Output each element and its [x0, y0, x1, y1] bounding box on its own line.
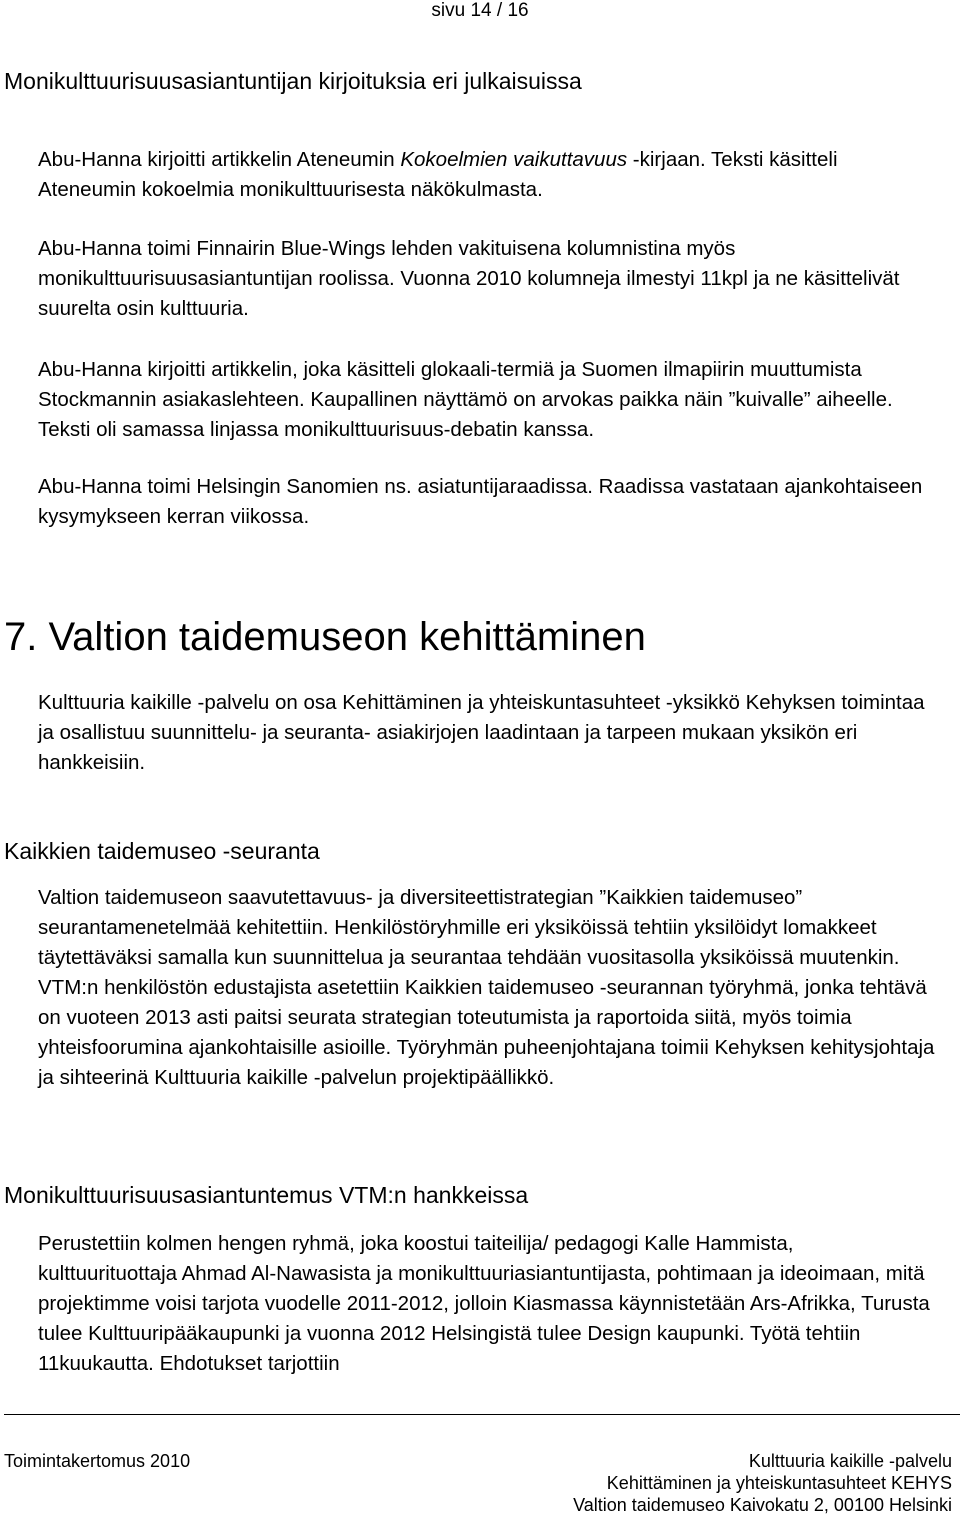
paragraph-seuranta: Valtion taidemuseon saavutettavuus- ja diversiteettistrategian ”Kaikkien taidemuseo” seurantamenetelmää kehitettiin. Henkilöstöryhmille eri yksiköissä tehtiin yksilöidyt lomakkeet täytettäväksi samalla kun suunnittelua ja seurantaa tehdään vuositasolla yksiköissä muutenkin. VTM:n henkilöstön edustajista asetettiin Kaikkien taidemuseo -seurannan työryhmä, jonka tehtävä on vuoteen 2013 asti paitsi seurata strategian toteutumista ja raportoida siitä, myös toimia yhteisfoorumina ajankohtaisille asioille. Työryhmän puheenjohtajana toimii Kehyksen kehitysjohtaja ja sihteerinä Kulttuuria kaikille -palvelun projektipäällikkö. — [38, 886, 935, 1089]
paragraph-ateneum-article — [38, 145, 938, 205]
paragraph-ateneum-text-1: Abu-Hanna kirjoitti artikkelin Ateneumin — [38, 148, 401, 171]
footer-divider — [4, 1414, 960, 1415]
section-title-publications: Monikulttuurisuusasiantuntijan kirjoituksia eri julkaisuissa — [4, 68, 582, 94]
section-heading-7: 7. Valtion taidemuseon kehittäminen — [4, 615, 646, 659]
paragraph-stockmann-article: Abu-Hanna kirjoitti artikkelin, joka käsitteli glokaali-termiä ja Suomen ilmapiirin muuttumista Stockmannin asiakaslehteen. Kaupallinen näyttämö on arvokas paikka näin ”kuivalle” aiheelle. Teksti oli samassa linjassa monikulttuurisuus-debatin kanssa. — [38, 358, 893, 441]
footer-address: Valtion taidemuseo Kaivokatu 2, 00100 Helsinki — [573, 1495, 952, 1515]
paragraph-hankkeet: Perustettiin kolmen hengen ryhmä, joka koostui taiteilija/ pedagogi Kalle Hammista, kulttuurituottaja Ahmad Al-Nawasista ja monikulttuuriasiantuntijasta, pohtimaan ja ideoimaan, mitä projektimme voisi tarjota vuodelle 2011-2012, jolloin Kiasmassa käynnistetään Ars-Afrikka, Turusta tulee Kulttuuripääkaupunki ja vuonna 2012 Helsingistä tulee Design kaupunki. Työtä tehtiin 11kuukautta. Ehdotukset tarjottiin — [38, 1232, 930, 1375]
section-title-seuranta: Kaikkien taidemuseo -seuranta — [4, 838, 320, 864]
paragraph-hesari-panel: Abu-Hanna toimi Helsingin Sanomien ns. asiatuntijaraadissa. Raadissa vastataan ajankohtaiseen kysymykseen kerran viikossa. — [38, 475, 923, 528]
footer-contact — [573, 1450, 952, 1516]
paragraph-ateneum-text-2: -kirjaan. Teksti käsitteli Ateneumin kokoelmia monikulttuurisesta näkökulmasta. — [38, 148, 838, 201]
book-title-italic: Kokoelmien vaikuttavuus — [400, 148, 628, 171]
page-number: sivu 14 / 16 — [431, 0, 529, 21]
footer-report-title: Toimintakertomus 2010 — [4, 1451, 191, 1471]
section-title-hankkeet: Monikulttuurisuusasiantuntemus VTM:n hankkeissa — [4, 1182, 529, 1208]
paragraph-kehys-unit: Kulttuuria kaikille -palvelu on osa Kehittäminen ja yhteiskuntasuhteet -yksikkö Kehyksen toimintaa ja osallistuu suunnittelu- ja seuranta- asiakirjojen laadintaan ja tarpeen mukaan yksikön eri hankkeisiin. — [38, 691, 925, 774]
footer-unit-name: Kehittäminen ja yhteiskuntasuhteet KEHYS — [606, 1473, 952, 1493]
paragraph-finnair-column: Abu-Hanna toimi Finnairin Blue-Wings lehden vakituisena kolumnistina myös monikulttuurisuusasiantuntijan roolissa. Vuonna 2010 kolumneja ilmestyi 11kpl ja ne käsittelivät suurelta osin kulttuuria. — [38, 237, 900, 320]
footer-service-name: Kulttuuria kaikille -palvelu — [748, 1451, 952, 1471]
